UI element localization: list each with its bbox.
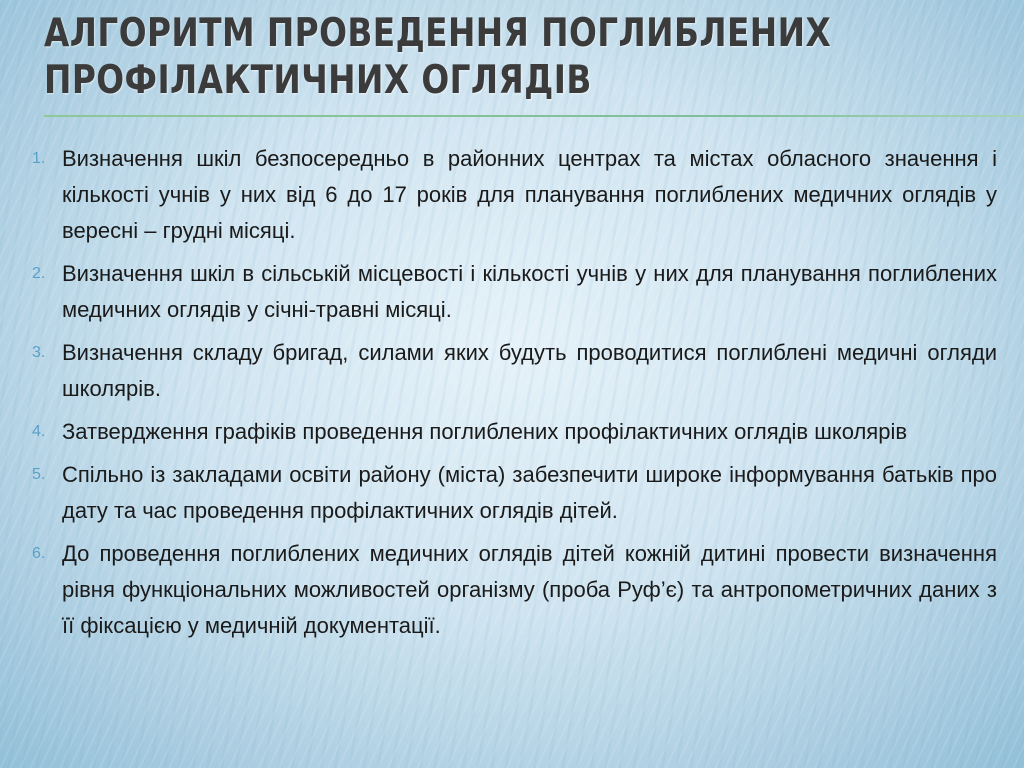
list-item-text: Визначення шкіл безпосередньо в районних центрах та містах обласного значення і кількості учнів у них від 6 до 17 років для планування поглиблених медичних оглядів у вересні – грудні місяці. <box>62 146 997 243</box>
list-item-text: Визначення складу бригад, силами яких будуть проводитися поглиблені медичні огляди школярів. <box>62 340 997 401</box>
list-item <box>24 536 997 644</box>
list-item-number: 3. <box>32 344 46 361</box>
list-item-text: Визначення шкіл в сільській місцевості і кількості учнів у них для планування поглиблених медичних оглядів у січні-травні місяці. <box>62 261 997 322</box>
slide-title: АЛГОРИТМ ПРОВЕДЕННЯ ПОГЛИБЛЕНИХ ПРОФІЛАКТИЧНИХ ОГЛЯДІВ <box>44 11 832 103</box>
list-item-text: До проведення поглиблених медичних оглядів дітей кожній дитині провести визначення рівня функціональних можливостей організму (проба Руф’є) та антропометричних даних з її фіксацією у медичній документації. <box>62 541 997 638</box>
list-item-number: 6. <box>32 545 46 562</box>
list-item-number: 2. <box>32 265 46 282</box>
list-item-number: 4. <box>32 423 46 440</box>
title-underline <box>44 115 1024 117</box>
list-item-number: 5. <box>32 466 46 483</box>
list-item <box>24 414 997 450</box>
steps-list <box>24 141 997 651</box>
list-item-number: 1. <box>32 150 46 167</box>
list-item <box>24 335 997 407</box>
list-item <box>24 141 997 249</box>
list-item-text: Спільно із закладами освіти району (міста) забезпечити широке інформування батьків про дату та час проведення профілактичних оглядів дітей. <box>62 462 997 523</box>
list-item <box>24 457 997 529</box>
list-item <box>24 256 997 328</box>
list-item-text: Затвердження графіків проведення поглиблених профілактичних оглядів школярів <box>62 419 908 444</box>
